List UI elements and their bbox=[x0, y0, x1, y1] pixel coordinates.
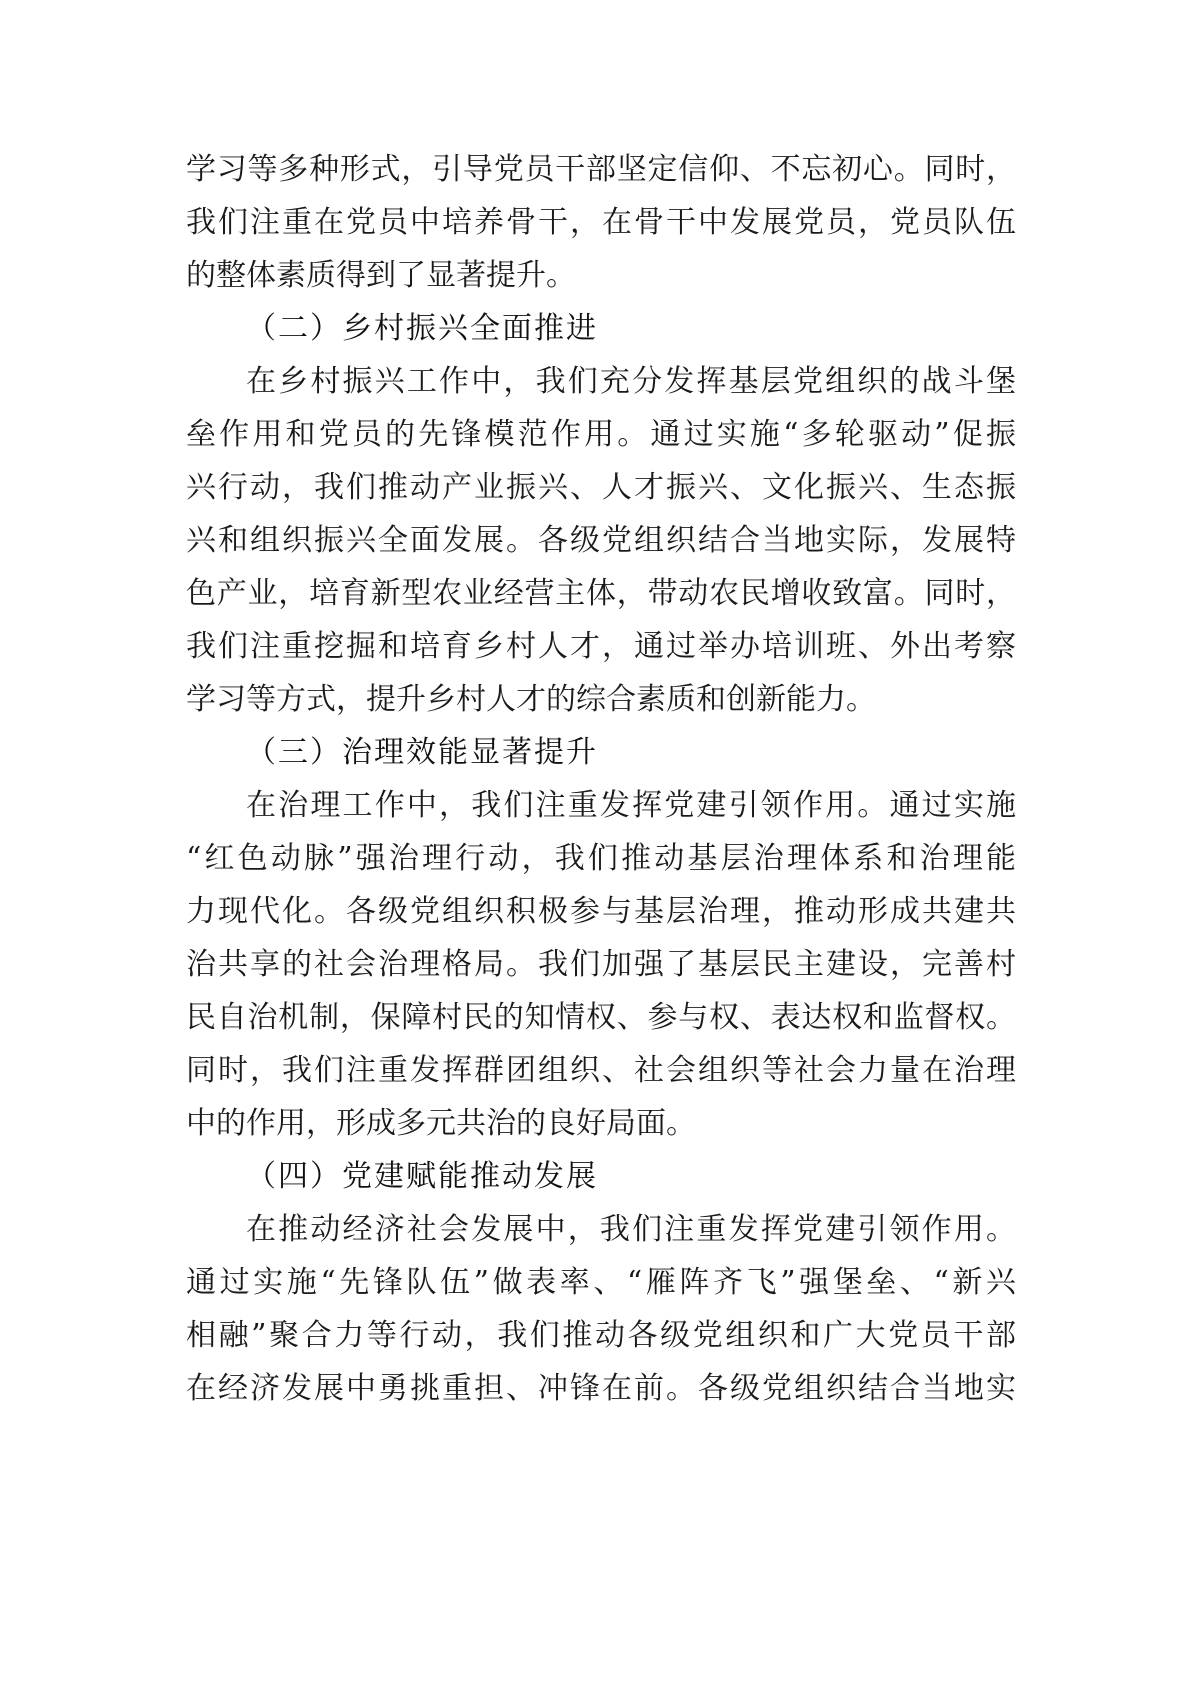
text-line: 在乡村振兴工作中，我们充分发挥基层党组织的战斗堡 bbox=[246, 364, 1016, 399]
text-line: 相融”聚合力等行动，我们推动各级党组织和广大党员干部 bbox=[186, 1318, 1016, 1353]
text-line: 力现代化。各级党组织积极参与基层治理，推动形成共建共 bbox=[186, 894, 1016, 929]
text-line: 学习等多种形式，引导党员干部坚定信仰、不忘初心。同时， bbox=[186, 152, 1016, 187]
text-line: 兴行动，我们推动产业振兴、人才振兴、文化振兴、生态振 bbox=[186, 470, 1016, 505]
text-line: 的整体素质得到了显著提升。 bbox=[186, 258, 576, 293]
text-line: 在治理工作中，我们注重发挥党建引领作用。通过实施 bbox=[246, 788, 1016, 823]
text-line: “红色动脉”强治理行动，我们推动基层治理体系和治理能 bbox=[186, 841, 1016, 876]
text-line: 色产业，培育新型农业经营主体，带动农民增收致富。同时， bbox=[186, 576, 1016, 611]
text-line: 治共享的社会治理格局。我们加强了基层民主建设，完善村 bbox=[186, 947, 1016, 982]
text-line: 在推动经济社会发展中，我们注重发挥党建引领作用。 bbox=[246, 1212, 1016, 1247]
text-line: 在经济发展中勇挑重担、冲锋在前。各级党组织结合当地实 bbox=[186, 1371, 1016, 1406]
text-line: 中的作用，形成多元共治的良好局面。 bbox=[186, 1106, 696, 1141]
text-line: 兴和组织振兴全面发展。各级党组织结合当地实际，发展特 bbox=[186, 523, 1016, 558]
section-heading-3: （三）治理效能显著提升 bbox=[246, 735, 598, 770]
text-line: 我们注重在党员中培养骨干，在骨干中发展党员，党员队伍 bbox=[186, 205, 1016, 240]
text-line: 通过实施“先锋队伍”做表率、“雁阵齐飞”强堡垒、“新兴 bbox=[186, 1265, 1016, 1300]
text-line: 同时，我们注重发挥群团组织、社会组织等社会力量在治理 bbox=[186, 1053, 1016, 1088]
text-line: 我们注重挖掘和培育乡村人才，通过举办培训班、外出考察 bbox=[186, 629, 1016, 664]
text-line: 学习等方式，提升乡村人才的综合素质和创新能力。 bbox=[186, 682, 876, 717]
text-line: 垒作用和党员的先锋模范作用。通过实施“多轮驱动”促振 bbox=[186, 417, 1016, 452]
text-line: 民自治机制，保障村民的知情权、参与权、表达权和监督权。 bbox=[186, 1000, 1016, 1035]
section-heading-2: （二）乡村振兴全面推进 bbox=[246, 311, 598, 346]
section-heading-4: （四）党建赋能推动发展 bbox=[246, 1159, 598, 1194]
